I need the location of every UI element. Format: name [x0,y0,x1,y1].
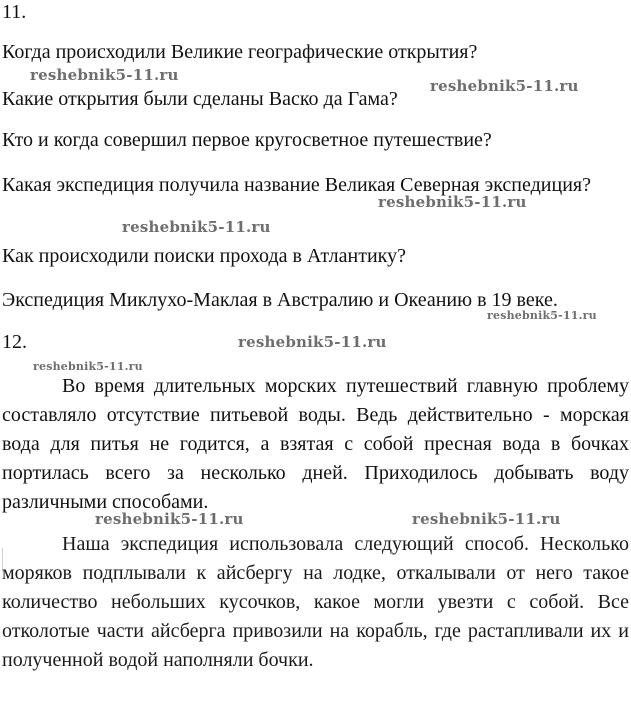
question-4: Какая экспедиция получила название Великая Северная экспедиция? [2,174,591,196]
question-6: Экспедиция Миклухо-Маклая в Австралию и Океанию в 19 веке. [2,289,558,311]
watermark: reshebnik5-11.ru [122,218,271,236]
watermark: reshebnik5-11.ru [33,360,143,373]
watermark: reshebnik5-11.ru [378,193,527,211]
watermark: reshebnik5-11.ru [238,333,387,351]
heading-11: 11. [2,1,27,23]
question-5: Как происходили поиски прохода в Атлантику? [2,245,406,267]
question-1: Когда происходили Великие географические открытия? [2,41,478,63]
watermark: reshebnik5-11.ru [95,510,244,528]
watermark: reshebnik5-11.ru [430,77,579,95]
paragraph-1: Во время длительных морских путешествий главную проблему составляло отсутствие питьевой воды. Ведь действительно - морская вода для питья не годится, а взятая с собой пресная вода в бочках портилась всего за несколько дней. Приходилось добывать воду различными способами. [2,375,629,513]
heading-12: 12. [2,331,27,353]
question-3: Кто и когда совершил первое кругосветное путешествие? [2,129,492,151]
watermark: reshebnik5-11.ru [487,309,597,322]
paragraph-2: Наша экспедиция использовала следующий способ. Несколько моряков подплывали к айсбергу на лодке, откалывали от него такое количество небольших кусочков, какое могли увезти с собой. Все отколотые части айсберга привозили на корабль, где растапливали их и полученной водой наполняли бочки. [2,533,629,671]
watermark: reshebnik5-11.ru [412,510,561,528]
watermark: reshebnik5-11.ru [30,66,179,84]
question-2: Какие открытия были сделаны Васко да Гама? [2,88,398,110]
